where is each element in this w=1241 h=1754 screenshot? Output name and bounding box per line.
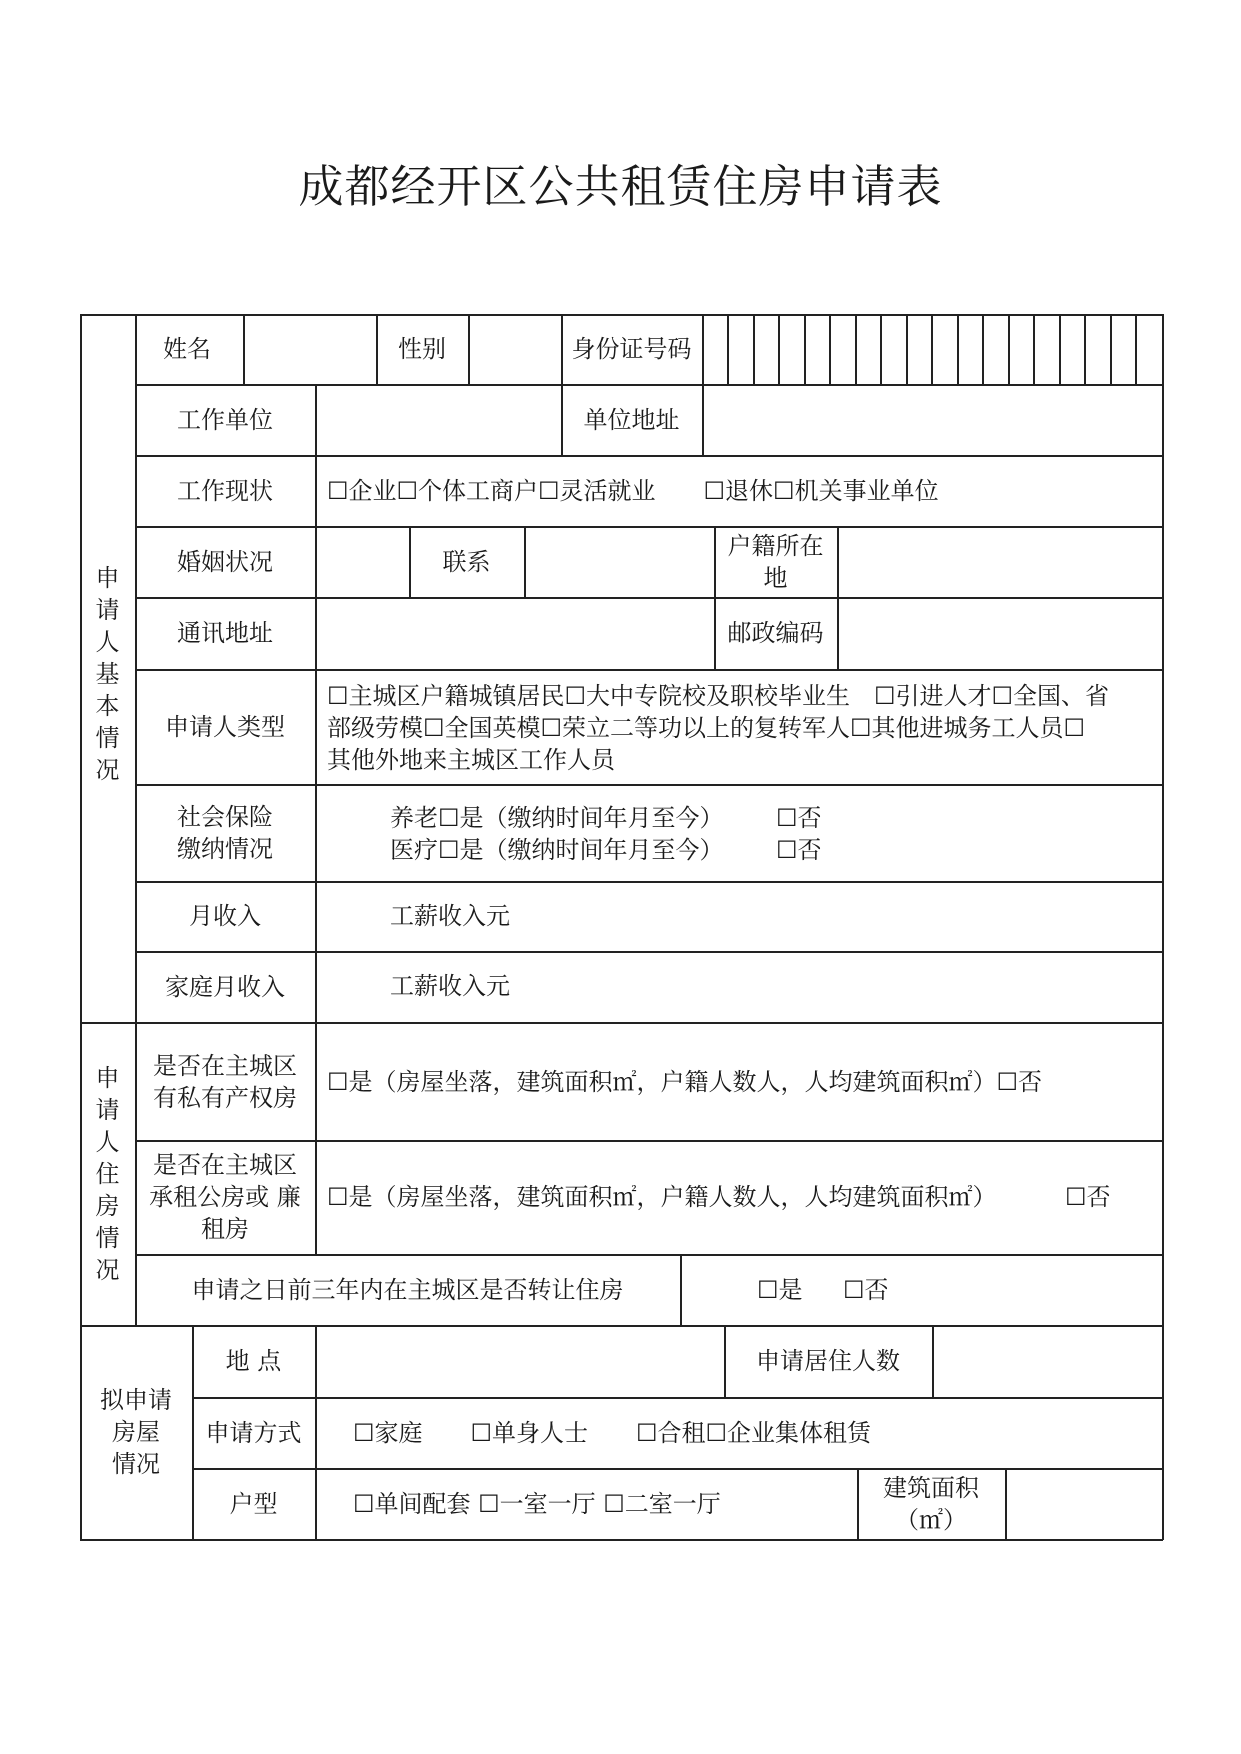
section-label-applicant-basic: 申 请 人 基 本 情 况 xyxy=(95,564,120,784)
hukou-label: 户籍所在 地 xyxy=(727,531,824,592)
family-income-field[interactable]: 工薪收入元 xyxy=(390,972,510,1000)
unit-type-options[interactable]: ☐单间配套 ☐一室一厅 ☐二室一厅 xyxy=(353,1489,721,1518)
floor-area-label: 建筑面积 （㎡） xyxy=(883,1473,979,1534)
marital-status-field[interactable] xyxy=(315,526,409,597)
application-method-label: 申请方式 xyxy=(205,1418,302,1447)
application-form xyxy=(80,314,1163,1540)
unit-type-label: 户型 xyxy=(229,1489,278,1518)
section-label-applicant-housing: 申 请 人 住 房 情 况 xyxy=(95,1064,120,1284)
name-label: 姓名 xyxy=(163,335,211,363)
public-rental-no-checkbox[interactable]: ☐否 xyxy=(1065,1183,1111,1211)
monthly-income-field[interactable]: 工薪收入元 xyxy=(390,902,510,930)
border-right xyxy=(1162,314,1164,1540)
medical-no-checkbox[interactable]: ☐否 xyxy=(776,836,822,864)
social-insurance-label: 社会保险 缴纳情况 xyxy=(177,802,273,863)
employer-label: 工作单位 xyxy=(177,405,273,434)
postcode-field[interactable] xyxy=(837,597,1162,669)
border-bottom xyxy=(80,1539,1163,1541)
hukou-field[interactable] xyxy=(837,526,1162,597)
page-title: 成都经开区公共租赁住房申请表 xyxy=(298,160,943,213)
applicant-type-label: 申请人类型 xyxy=(165,712,285,741)
employer-field[interactable] xyxy=(315,384,561,455)
gender-label: 性别 xyxy=(398,335,446,363)
location-label: 地 点 xyxy=(225,1347,282,1375)
family-income-label: 家庭月收入 xyxy=(165,972,285,1001)
section-label-proposed-housing: 拟申请 房屋 情况 xyxy=(100,1386,172,1478)
postcode-label: 邮政编码 xyxy=(727,619,824,647)
floor-area-field[interactable] xyxy=(1005,1468,1162,1539)
mailing-address-label: 通讯地址 xyxy=(177,619,273,647)
work-status-options[interactable]: ☐企业☐个体工商户☐灵活就业 ☐退休☐机关事业单位 xyxy=(327,476,939,505)
cell-line xyxy=(680,1254,682,1325)
contact-field[interactable] xyxy=(524,526,714,597)
house-transfer-label: 申请之日前三年内在主城区是否转让住房 xyxy=(191,1275,624,1304)
residents-count-field[interactable] xyxy=(932,1325,1162,1397)
house-transfer-yes-checkbox[interactable]: ☐是 xyxy=(757,1276,803,1304)
medical-option[interactable]: 医疗☐是（缴纳时间年月至今） xyxy=(390,836,724,864)
application-method-options[interactable]: ☐家庭 ☐单身人士 ☐合租☐企业集体租赁 xyxy=(353,1418,872,1447)
pension-option[interactable]: 养老☐是（缴纳时间年月至今） xyxy=(390,804,724,832)
monthly-income-label: 月收入 xyxy=(189,902,261,930)
private-property-options[interactable]: ☐是（房屋坐落，建筑面积㎡，户籍人数人，人均建筑面积㎡）☐否 xyxy=(327,1067,1043,1096)
location-field[interactable] xyxy=(315,1325,724,1397)
contact-label: 联系 xyxy=(442,547,491,576)
private-property-label: 是否在主城区 有私有产权房 xyxy=(153,1051,297,1112)
employer-address-label: 单位地址 xyxy=(583,405,680,434)
employer-address-field[interactable] xyxy=(702,384,1162,455)
house-transfer-no-checkbox[interactable]: ☐否 xyxy=(843,1276,889,1304)
public-rental-options[interactable]: ☐是（房屋坐落，建筑面积㎡，户籍人数人，人均建筑面积㎡） xyxy=(327,1183,997,1211)
marital-status-label: 婚姻状况 xyxy=(177,547,273,576)
mailing-address-field[interactable] xyxy=(315,597,714,669)
applicant-type-options[interactable]: ☐主城区户籍城镇居民☐大中专院校及职校毕业生 ☐引进人才☐全国、省 部级劳模☐全国英模☐荣立二等功以上的复转军人☐其他进城务工人员☐ 其他外地来主城区工作人员 xyxy=(327,682,1110,774)
public-rental-label: 是否在主城区 承租公房或 廉 租房 xyxy=(149,1151,301,1243)
pension-no-checkbox[interactable]: ☐否 xyxy=(776,804,822,832)
id-number-field[interactable] xyxy=(702,314,1162,384)
gender-field[interactable] xyxy=(468,314,561,384)
residents-count-label: 申请居住人数 xyxy=(756,1347,900,1375)
id-number-label: 身份证号码 xyxy=(571,335,692,363)
name-field[interactable] xyxy=(243,314,376,384)
work-status-label: 工作现状 xyxy=(177,476,273,505)
